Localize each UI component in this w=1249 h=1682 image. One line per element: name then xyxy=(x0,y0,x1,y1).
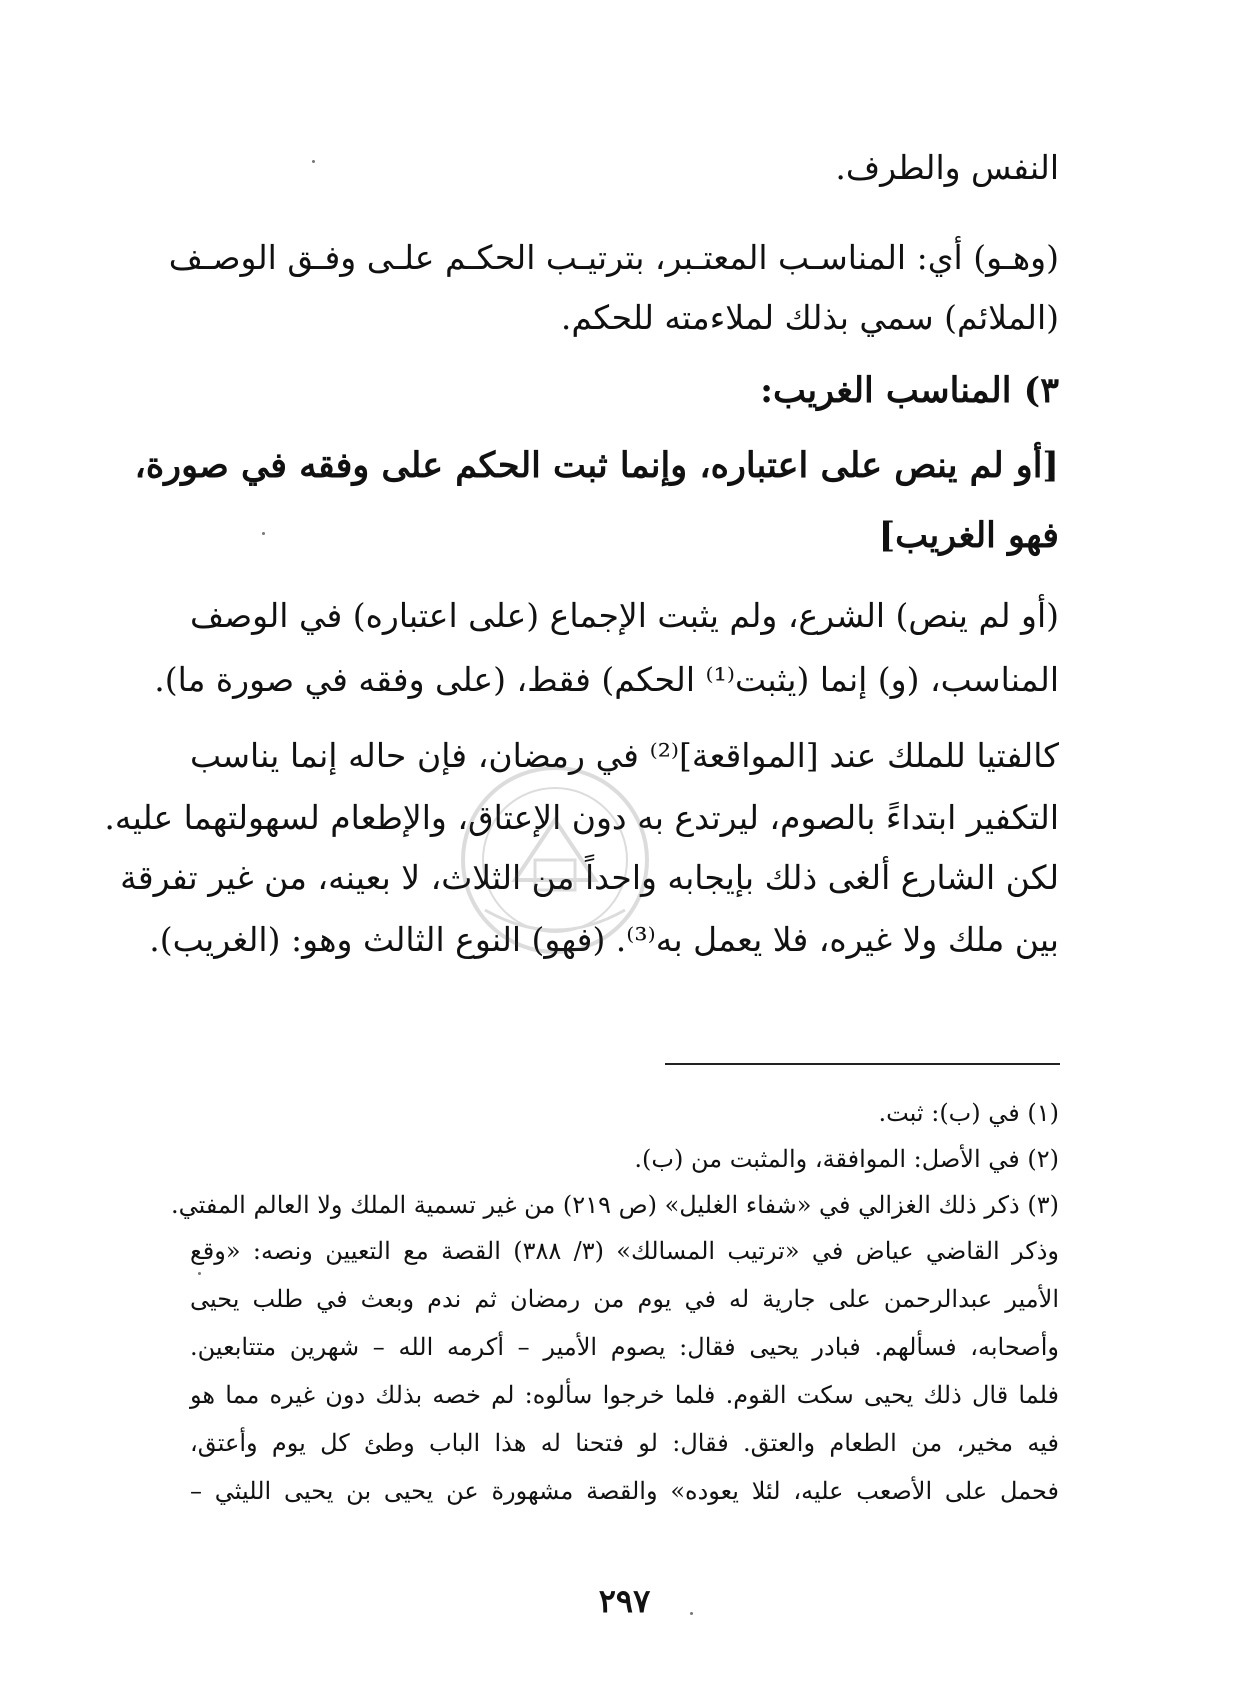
matn-line-2: فهو الغريب] xyxy=(878,515,1059,556)
footnote-3: (٣) ذكر ذلك الغزالي في «شفاء الغليل» (ص ٢١٩) من غير تسمية الملك ولا العالم المفتي. xyxy=(170,1191,1059,1219)
body-line-4: (أو لم ينص) الشرع، ولم يثبت الإجماع (على اعتباره) في الوصف xyxy=(190,596,1059,635)
footnote-1: (١) في (ب): ثبت. xyxy=(878,1099,1059,1127)
scan-speck xyxy=(198,1272,201,1275)
body-line-5: المناسب، (و) إنما (يثبت⁽¹⁾ الحكم) فقط، (على وفقه في صورة ما). xyxy=(154,660,1059,699)
body-line-9: بين ملك ولا غيره، فلا يعمل به⁽³⁾. (فهو) النوع الثالث وهو: (الغريب). xyxy=(149,920,1059,959)
matn-line-1: [أو لم ينص على اعتباره، وإنما ثبت الحكم على وفقه في صورة، xyxy=(134,445,1059,486)
footnote-3-line-4: وأصحابه، فسألهم. فبادر يحيى فقال: يصوم الأمير – أكرمه الله – شهرين متتابعين. xyxy=(190,1333,1059,1361)
footnote-3-line-6: فيه مخير، من الطعام والعتق. فقال: لو فتحنا له هذا الباب وطئ كل يوم وأعتق، xyxy=(190,1429,1059,1457)
footnote-3-line-3: الأمير عبدالرحمن على جارية له في يوم من رمضان ثم ندم وبعث في طلب يحيى xyxy=(190,1285,1059,1313)
body-line-6: كالفتيا للملك عند [المواقعة]⁽²⁾ في رمضان، فإن حاله إنما يناسب xyxy=(190,736,1059,775)
section-heading: ٣) المناسب الغريب: xyxy=(760,370,1059,411)
body-line-2: (وهـو) أي: المناسـب المعتـبر، بترتيـب الحكـم علـى وفـق الوصـف xyxy=(168,238,1059,277)
footnote-separator xyxy=(665,1063,1060,1065)
scan-speck xyxy=(262,532,265,535)
footnote-3-line-7: فحمل على الأصعب عليه، لئلا يعوده» والقصة مشهورة عن يحيى بن يحيى الليثي – xyxy=(190,1477,1059,1505)
footnote-2: (٢) في الأصل: الموافقة، والمثبت من (ب). xyxy=(634,1145,1059,1173)
scan-speck xyxy=(690,1612,693,1615)
footnote-3-line-5: فلما قال ذلك يحيى سكت القوم. فلما خرجوا سألوه: لم خصه بذلك دون غيره مما هو xyxy=(190,1381,1059,1409)
body-line-7: التكفير ابتداءً بالصوم، ليرتدع به دون الإعتاق، والإطعام لسهولتهما عليه. xyxy=(104,798,1059,837)
body-line-8: لكن الشارع ألغى ذلك بإيجابه واحداً من الثلاث، لا بعينه، من غير تفرقة xyxy=(120,858,1059,897)
body-line-1: النفس والطرف. xyxy=(835,148,1059,187)
page-number: ٢٩٧ xyxy=(598,1582,651,1620)
scan-speck xyxy=(312,160,315,163)
footnote-3-line-2: وذكر القاضي عياض في «ترتيب المسالك» (٣/ ٣٨٨) القصة مع التعيين ونصه: «وقع xyxy=(190,1237,1060,1265)
body-line-3: (الملائم) سمي بذلك لملاءمته للحكم. xyxy=(560,298,1059,337)
